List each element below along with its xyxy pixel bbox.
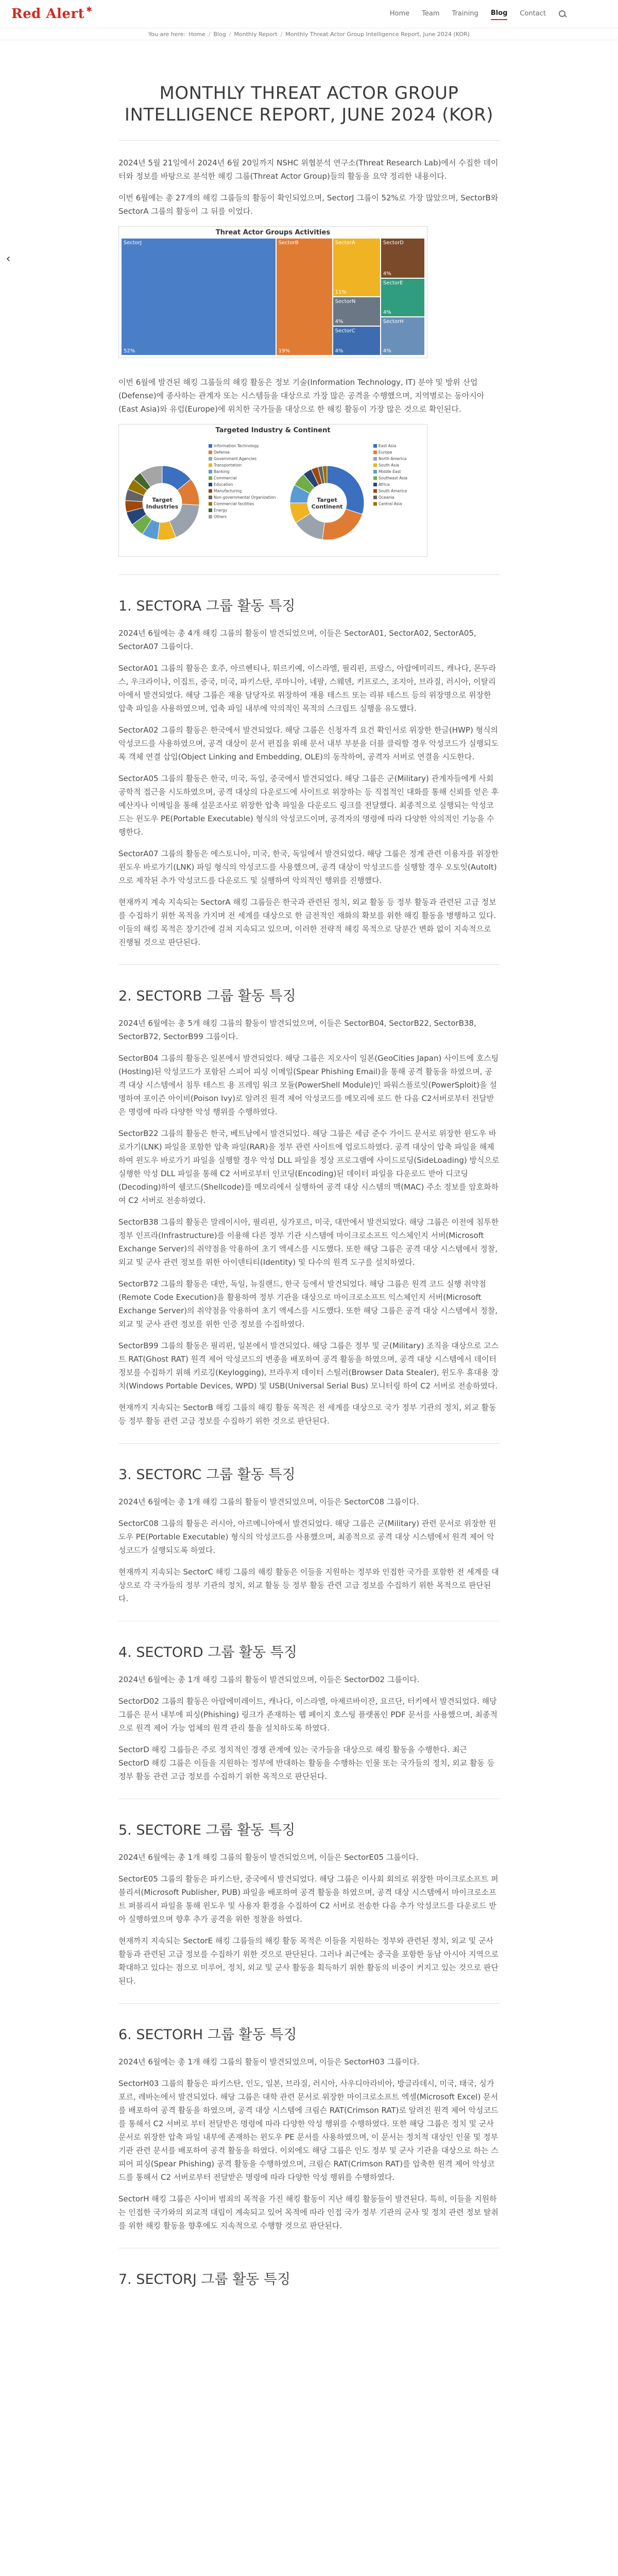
section-heading: 6. SECTORH 그룹 활동 특징 (118, 2027, 297, 2043)
section-paragraph: 2024년 6월에는 총 5개 해킹 그룹의 활동이 발견되었으며, 이들은 SectorB04, SectorB22, SectorB38, SectorB72, SectorB99 그룹이다. (118, 1019, 476, 1041)
nav-team[interactable]: Team (422, 10, 440, 18)
legend-swatch (373, 457, 377, 461)
section-divider (118, 2003, 500, 2004)
section-paragraph: SectorB99 그룹의 활동은 필리핀, 일본에서 발견되었다. 해당 그룹은 정부 및 군(Military) 조직을 대상으로 고스트 RAT(Ghost RAT) 원격 제어 악성코드의 변종을 배포하여 공격 활동을 하였으며, 공격 대상 시스템에서 데이터 정보를 수집하기 위해 키로깅(Keylogging), 브라우저 데이터 스틸러(Browser Data Stealer), 윈도우 휴대용 장치(Windows Portable Devices, WPD) 및 USB(Universal Serial Bus) 모니터링 하여 C2 서버로 전송하였다. (118, 1341, 499, 1391)
legend-label: Energy (214, 508, 228, 513)
section-paragraph: SectorH03 그룹의 활동은 파키스탄, 인도, 일본, 브라질, 러시아, 사우디아라비아, 방글라데시, 미국, 태국, 싱가포르, 레바논에서 발견되었다. 해당 그룹은 대학 관련 문서로 위장한 마이크로소프트 엑셀(Microsoft Excel) 문서를 배포하여 공격 활동을 하였으며, 공격 대상 시스템에 크림슨 RAT(Crimson RAT)로 알려진 원격 제어 악성코드를 통해서 C2 서버로 부터 전달받은 명령에 따라 다양한 악성 행위를 수행하였다. 또한 해당 그룹은 정치 및 군사 문서로 위장한 압축 파일 내부에 존재하는 윈도우 PE 문서를 사용하였으며, 이 문서는 정치적 대상인 인물 및 정부 기관 관련 문서를 배포하여 공격 활동을 하였다. 이외에도 해당 그룹은 인도 정부 및 군사 기관을 대상으로 하는 스피어 피싱(Spear Phishing) 공격 활동을 수행하였으며, 크림슨 RAT(Crimson RAT)를 압축한 원격 제어 악성코드를 통해서 C2 서버로부터 전달받은 명령에 따라 다양한 악성 행위를 수행하였다. (118, 2079, 499, 2182)
donut-center-label: Industries (146, 503, 179, 510)
breadcrumb-current: Monthly Threat Actor Group Intelligence Report, June 2024 (KOR) (285, 30, 470, 38)
legend-label: Commercial facilities (214, 501, 254, 506)
legend-swatch (209, 451, 212, 454)
legend-swatch (209, 509, 212, 512)
main-nav (390, 7, 566, 20)
nav-training[interactable]: Training (452, 10, 478, 18)
treemap-label: SectorD (383, 240, 404, 246)
title-divider (118, 140, 500, 141)
legend-label: Others (214, 514, 227, 519)
donut-slice (322, 509, 363, 540)
donut-center-label: Target (152, 497, 173, 503)
section-paragraph: SectorE05 그룹의 활동은 파키스탄, 중국에서 발견되었다. 해당 그룹은 이사회 회의로 위장한 마이크로소프트 퍼블리셔(Microsoft Publisher, PUB) 파일을 배포하여 공격 활동을 하였으며, 공격 대상 시스템에서 마이크로소프트 퍼블리셔 파일을 통해 윈도우 및 사용자 환경을 수집하여 C2 서버로 전송한 다음 추가 악성코드를 다운로드 받아 실행하였으며 향후 추가 공격을 위한 정찰을 하였다. (118, 1874, 499, 1924)
legend-label: Southeast Asia (379, 476, 407, 481)
section-heading: 1. SECTORA 그룹 활동 특징 (118, 598, 296, 614)
legend-swatch (209, 477, 212, 480)
legend-swatch (373, 470, 377, 473)
legend-label: Transportation (214, 463, 242, 468)
article (118, 82, 500, 2300)
legend-swatch (209, 502, 212, 506)
breadcrumb-separator: / (208, 30, 211, 38)
treemap-label: SectorE (383, 280, 403, 286)
donut-center-label: Continent (311, 503, 343, 510)
legend-swatch (373, 483, 377, 486)
section-paragraph: SectorA02 그룹의 활동은 한국에서 발견되었다. 해당 그룹은 신청자격 요건 확인서로 위장한 한글(HWP) 형식의 악성코드를 사용하였으며, 공격 대상이 문서 편집을 위해 문서 내부 부분을 더블 클릭할 경우 악성코드가 실행되도록 객체 연결 삽입(Object Linking and Embedding, OLE)의 동작하여, 공격자 서버로 연결을 시도한다. (118, 725, 499, 761)
intro-paragraph: 2024년 5월 21일에서 2024년 6월 20일까지 NSHC 위협분석 연구소(Threat Research Lab)에서 수집한 데이터와 정보를 바탕으로 분석한 해킹 그룹(Threat Actor Group)들의 활동을 요약 정리한 내용이다. (118, 158, 499, 181)
legend-label: Commercial (214, 476, 237, 481)
section-paragraph: SectorB22 그룹의 활동은 한국, 베트남에서 발견되었다. 해당 그룹은 세금 준수 가이드 문서로 위장한 윈도우 바로가기(LNK) 파일을 포함한 압축 파일(RAR)을 정부 관련 사이트에 업로드하였다. 공격 대상이 압축 파일을 해제하여 윈도우 바로가기 파일을 실행할 경우 악성 DLL 파일을 정상 프로그램에 사이드로딩(SideLoading) 방식으로 실행한 악성 DLL 파일을 통해 C2 서버로부터 인코딩(Encoding)된 데이터 파일을 다운로드 받아 디코딩(Decoding)하여 쉘코드(Shellcode)를 메모리에서 실행하여 공격 대상 시스템의 맥(MAC) 주소 정보를 암호화하여 C2 서버로 전송하였다. (118, 1129, 500, 1205)
legend-swatch (209, 483, 212, 486)
legend-swatch (209, 464, 212, 467)
threat-actor-activities-chart (118, 226, 427, 358)
section-paragraph: SectorB72 그룹의 활동은 대만, 독일, 뉴질랜드, 한국 등에서 발견되었다. 해당 그룹은 원격 코드 실행 취약점(Remote Code Execution)을 활용하여 정부 기관을 대상으로 마이크로소프트 익스체인지 서버(Microsoft Exchange Server)의 취약점을 악용하여 초기 액세스를 시도했다. 또한 해당 그룹은 공격 대상 시스템에서 정찰, 외교 및 군사 관련 정보를 위한 인증 정보를 수집하였다. (118, 1279, 497, 1329)
legend-swatch (209, 457, 212, 461)
section-paragraph: SectorA01 그룹의 활동은 호주, 아르헨티나, 튀르키예, 이스라엘, 필리핀, 프랑스, 아랍에미리트, 캐나다, 몬두라스, 우크라이나, 이집트, 중국, 미국, 파키스탄, 루마니아, 네팔, 스웨덴, 키프로스, 조지아, 브라질, 러시아, 이탈리아에서 발견되었다. 해당 그룹은 재용 담당자로 위장하여 재용 테스트 또는 리뷰 테스트 등의 위장명으로 위장한 압축 파일을 사용하였으며, 업축 파일 내부에 악의적인 목적의 스크립트 실행을 유도했다. (118, 664, 496, 713)
treemap-cell-sectorn (333, 297, 381, 326)
legend-swatch (373, 444, 377, 448)
targeted-industry-continent-chart (118, 424, 427, 557)
legend-label: South Asia (379, 463, 399, 468)
section-paragraph: SectorA07 그룹의 활동은 에스토니아, 미국, 한국, 독일에서 발견되었다. 해당 그룹은 정계 관련 이용자를 위장한 윈도우 바로가기(LNK) 파일 형식의 악성코드를 사용했으며, 공격 대상이 악성코드를 실행할 경우 오토잇(AutoIt) 으로 제작된 추가 악성코드를 다운로드 및 실행하여 악의적인 행위를 진행했다. (118, 849, 499, 885)
legend-swatch (373, 451, 377, 454)
legend-label: Information Technology (214, 444, 259, 448)
legend-swatch (373, 489, 377, 493)
section-paragraph: 2024년 6월에는 총 1개 해킹 그룹의 활동이 발견되었으며, 이들은 SectorC08 그룹이다. (118, 1497, 419, 1506)
chevron-left-icon[interactable]: ‹ (6, 252, 11, 265)
treemap-cell-sectorc (333, 326, 381, 355)
section-paragraph: 현재까지 지속되는 SectorB 해킹 그룹의 해킹 활동 목적은 전 세계를 대상으로 국가 정부 기관의 정치, 외교 활동 등 정부 활동 관련 고급 정보를 수집하기 위한 것으로 판단된다. (118, 1403, 496, 1426)
legend-label: Banking (214, 469, 230, 474)
section-paragraph: SectorB04 그룹의 활동은 일본에서 발견되었다. 해당 그룹은 지오사이 일본(GeoCities Japan) 사이트에 호스팅(Hosting)된 악성코드가 포함된 스피어 피싱 이메일(Spear Phishing Email)을 통해 공격 활동을 하였으며, 공격 대상 시스템에서 침투 테스트 용 프레임 워크 모듈(PowerShell Module)인 파워스플로잇(PowerSploit)을 설명하여 포이즌 아이비(Poison Ivy)로 알려진 원격 제어 악성코드를 메모리에 로드 한 다음 C2서버로부터 전달받은 명령에 따라 다양한 악성 행위를 수행하였다. (118, 1054, 499, 1116)
section-paragraph: 2024년 6월에는 총 1개 해킹 그룹의 활동이 발견되었으며, 이들은 SectorD02 그룹이다. (118, 1675, 420, 1684)
logo-text: Red Alert (11, 6, 85, 22)
section-paragraph: 현재까지 지속되는 SectorE 해킹 그룹들의 해킹 활동 목적은 이들을 지원하는 정부와 관련된 정치, 외교 및 군사 활동과 관련된 고급 정보를 수집하기 위한 것으로 판단된다. 그러나 최근에는 중국을 포함한 동남 아시아 지역으로 확대하고 있다는 점으로 미루어, 정치, 외교 및 군사 활동을 획득하기 위한 활동의 비중이 커지고 있는 것으로 판단된다. (118, 1936, 499, 1986)
legend-label: Manufacturing (214, 488, 242, 494)
breadcrumb-home[interactable]: Home (188, 30, 205, 38)
legend-label: Defense (214, 450, 230, 455)
legend-label: North America (379, 456, 407, 461)
treemap-value: 4% (383, 270, 391, 277)
treemap-value: 11% (335, 290, 347, 295)
analysis-paragraph: 이번 6월에 발견된 해킹 그룹들의 해킹 활동은 정보 기술(Information Technology, IT) 분야 및 방위 산업(Defense)에 종사하는 관계자 또는 시스템들을 대상으로 가장 많은 공격을 수행했으며, 지역별로는 동아시아(East Asia)와 유럽(Europe)에 위치한 국가들을 대상으로 한 해킹 활동이 가장 많은 것으로 확인된다. (118, 378, 485, 414)
breadcrumb-prefix: You are here: (148, 30, 186, 38)
legend-swatch (373, 496, 377, 499)
treemap-label: SectorN (335, 299, 356, 304)
breadcrumb-monthly-report[interactable]: Monthly Report (234, 30, 278, 38)
treemap-label: SectorH (383, 318, 404, 325)
page-title-line1: MONTHLY THREAT ACTOR GROUP (159, 83, 459, 104)
breadcrumb-separator: / (280, 30, 283, 38)
treemap-cell-sectorb (276, 238, 333, 355)
treemap-value: 4% (383, 309, 391, 315)
section-heading: 2. SECTORB 그룹 활동 특징 (118, 988, 296, 1004)
section-paragraph: SectorD02 그룹의 활동은 아랍에미레이트, 캐나다, 이스라엘, 아제르바이잔, 요르단, 터키에서 발견되었다. 해당 그룹은 문서 내부에 피싱(Phishing) 링크가 존재하는 웹 페이지 호스팅 플랫폼인 PDF 문서를 사용했으며, 최종적으로 원격 제어 가능 업체의 원격 관리 툴을 설치하도록 하였다. (118, 1697, 498, 1733)
section-paragraph: SectorD 해킹 그룹들은 주로 정치적인 경쟁 관계에 있는 국가들을 대상으로 해킹 활동을 수행한다. 최근 SectorD 해킹 그룹은 이들을 지원하는 정부에 반대하는 활동을 수행하는 인물 또는 국가들의 정치, 외교 활동 등 정부 활동 관련 고급 정보를 수집하기 위한 목적으로 판단된다. (118, 1745, 495, 1781)
section-paragraph: SectorB38 그룹의 활동은 말레이시아, 필리핀, 싱가포르, 미국, 대만에서 발견되었다. 해당 그룹은 이전에 침투한 정부 인프라(Infrastructure)를 이용해 다른 정부 기관 시스템에 마이크로소프트 익스체인지 서버(Microsoft Exchange Server)의 취약점을 악용하여 초기 액세스를 시도했다. 또한 해당 그룹은 공격 대상 시스템에서 정찰, 외교 및 군사 관련 정보를 위한 아이덴티티(Identity) 및 다수의 원격 도구를 설치하였다. (118, 1217, 499, 1267)
treemap-cell-sectorh (381, 317, 425, 355)
treemap-label: SectorJ (124, 240, 142, 246)
page-title (118, 82, 500, 126)
chart-title: Targeted Industry & Continent (215, 427, 331, 434)
treemap-label: SectorC (335, 328, 355, 334)
legend-label: Africa (379, 482, 390, 487)
treemap (121, 238, 425, 355)
section-paragraph: SectorC08 그룹의 활동은 러시아, 아르메니아에서 발견되었다. 해당 그룹은 군(Military) 관련 문서로 위장한 윈도우 PE(Portable Executable) 형식의 악성코드를 사용했으며, 최종적으로 공격 대상 시스템에서 원격 제어 악성코드가 실행되도록 하였다. (118, 1519, 496, 1555)
donut-charts (121, 436, 425, 554)
treemap-value: 19% (278, 348, 290, 354)
treemap-label: SectorA (335, 240, 355, 246)
legend-label: Middle East (379, 469, 401, 474)
legend-label: Central Asia (379, 501, 402, 506)
page-title-line2: INTELLIGENCE REPORT, JUNE 2024 (KOR) (124, 105, 494, 125)
legend-label: Oceania (379, 495, 394, 500)
section-divider (118, 574, 500, 575)
treemap-value: 4% (383, 348, 391, 354)
search-icon[interactable] (558, 10, 566, 18)
legend-label: Europe (379, 450, 392, 455)
nav-home[interactable]: Home (389, 10, 410, 18)
section-paragraph: 2024년 6월에는 총 4개 해킹 그룹의 활동이 발견되었으며, 이들은 SectorA01, SectorA02, SectorA05, SectorA07 그룹이다. (118, 629, 476, 651)
legend-label: Education (214, 482, 233, 487)
section-paragraph: 2024년 6월에는 총 1개 해킹 그룹의 활동이 발견되었으며, 이들은 SectorH03 그룹이다. (118, 2057, 420, 2066)
legend-swatch (373, 477, 377, 480)
logo-swirl-icon: ✱ (86, 6, 92, 14)
section-heading: 4. SECTORD 그룹 활동 특징 (118, 1645, 297, 1660)
legend-swatch (373, 464, 377, 467)
legend-swatch (209, 515, 212, 519)
nav-contact[interactable]: Contact (520, 10, 546, 18)
site-header (0, 0, 618, 28)
legend-swatch (373, 502, 377, 506)
legend-label: East Asia (379, 444, 397, 448)
donut-center-label: Target (317, 497, 337, 503)
nav-blog[interactable]: Blog (491, 7, 508, 20)
treemap-cell-sectore (381, 278, 425, 317)
section-paragraph: 현재까지 지속되는 SectorC 해킹 그룹의 해킹 활동은 이들을 지원하는 정부와 인접한 국가를 포함한 전 세계를 대상으로 각 국가들의 정부 기관의 정치, 외교 활동 등 정부 활동 관련 고급 정보를 수집하기 위한 목적으로 판단된다. (118, 1567, 499, 1603)
treemap-cell-sectora (333, 238, 381, 297)
section-heading: 3. SECTORC 그룹 활동 특징 (118, 1467, 296, 1483)
section-heading: 7. SECTORJ 그룹 활동 특징 (118, 2272, 291, 2287)
chart-title: Threat Actor Groups Activities (215, 229, 331, 236)
section-divider (118, 1443, 500, 1444)
section-divider (118, 964, 500, 965)
legend-swatch (209, 489, 212, 493)
intro-paragraph: 이번 6월에는 총 27개의 해킹 그룹들의 활동이 확인되었으며, SectorJ 그룹이 52%로 가장 많았으며, SectorB와 SectorA 그룹의 활동이 그 뒤를 이었다. (118, 193, 499, 216)
breadcrumb (0, 28, 618, 40)
section-heading: 5. SECTORE 그룹 활동 특징 (118, 1822, 296, 1838)
sections-container (118, 574, 500, 2289)
treemap-value: 4% (335, 348, 344, 354)
legend-label: Non-governmental Organization (214, 495, 276, 500)
legend-swatch (209, 470, 212, 473)
section-paragraph: SectorH 해킹 그룹은 사이버 범죄의 목적을 가진 해킹 활동이 지난 해킹 활동들이 발견된다. 특히, 이들을 지원하는 인접한 국가와의 외교적 대립이 계속되고 있어 목적에 따라 인접 국가 정부 기관의 군사 및 정치 관련 정보 탈취를 위한 해킹 활동을 향후에도 지속적으로 수행할 것으로 판단된다. (118, 2194, 499, 2230)
section-paragraph: 2024년 6월에는 총 1개 해킹 그룹의 활동이 발견되었으며, 이들은 SectorE05 그룹이다. (118, 1853, 419, 1862)
treemap-value: 4% (335, 319, 344, 325)
legend-label: South America (379, 488, 407, 494)
site-logo[interactable] (11, 6, 92, 22)
section-paragraph: SectorA05 그룹의 활동은 한국, 미국, 독일, 중국에서 발견되었다. 해당 그룹은 군(Military) 관계자들에게 사회공학적 접근을 시도하였으며, 공격 대상의 다운로드에 사이트로 위장하는 등 직접적인 대화를 통해 신뢰를 얻은 후 예산자나 이메일을 통해 설문조사로 위장한 압축 파일을 다운로드 링크를 전달했다. 최종적으로 실행되는 악성코드는 윈도우 PE(Portable Executable) 형식의 악성코드이며, 공격자의 명령에 따라 다양한 악의적인 기능을 수행한다. (118, 774, 499, 837)
breadcrumb-separator: / (229, 30, 231, 38)
treemap-cell-sectorj (121, 238, 276, 355)
legend-swatch (209, 496, 212, 499)
legend-label: Government Agencies (214, 456, 257, 461)
legend-swatch (209, 444, 212, 448)
treemap-value: 52% (124, 348, 135, 354)
treemap-cell-sectord (381, 238, 425, 278)
breadcrumb-blog[interactable]: Blog (213, 30, 226, 38)
treemap-label: SectorB (278, 240, 299, 246)
section-paragraph: 현재까지 계속 지속되는 SectorA 해킹 그룹들은 한국과 관련된 정치, 외교 활동 등 정부 활동과 관련된 고급 정보를 수집하기 위한 목적을 가지며 전 세계를 대상으로 한 금전적인 재화의 확보를 위한 해킹 활동을 병행하고 있다. 이들의 해킹 목적은 장기간에 걸쳐 지속되고 있으며, 이러한 전략적 해킹 목적으로 당분간 변화 없이 지속적으로 진행될 것으로 판단된다. (118, 897, 496, 947)
